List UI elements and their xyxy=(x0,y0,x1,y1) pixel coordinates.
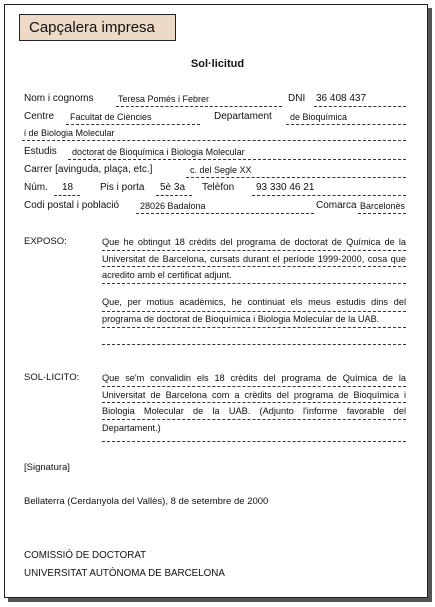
county-line xyxy=(358,213,406,214)
floor-value: 5è 3a xyxy=(160,182,186,193)
sollicito-line-3 xyxy=(102,419,406,420)
number-value: 18 xyxy=(62,182,74,193)
page-shadow-right xyxy=(428,8,432,602)
name-value: Teresa Pomés i Febrer xyxy=(118,94,210,104)
recipient-line-2: UNIVERSITAT AUTÒNOMA DE BARCELONA xyxy=(24,568,225,579)
exposo-p2-line-3 xyxy=(102,344,406,345)
department-line xyxy=(286,124,406,125)
printed-header-label: Capçalera impresa xyxy=(29,19,155,36)
exposo-p2-line-2 xyxy=(102,327,406,328)
centre-line xyxy=(66,124,200,125)
studies-line xyxy=(68,159,406,160)
page-shadow-bottom xyxy=(8,598,432,602)
department-label: Departament xyxy=(214,111,272,122)
exposo-p1-line-3 xyxy=(102,283,406,284)
number-label: Núm. xyxy=(24,182,48,193)
street-value: c. del Segle XX xyxy=(190,165,252,175)
exposo-paragraph-1: Que he obtingut 18 crèdits del programa de doctorat de Química de la Universitat de Barcelona, cursats durant el període 1999-2000, cosa que acredito amb el certificat adjunt. xyxy=(102,237,406,280)
centre-label: Centre xyxy=(24,111,55,122)
name-line xyxy=(116,106,282,107)
sollicito-label: SOL·LICITO: xyxy=(24,372,80,383)
signature-placeholder: [Signatura] xyxy=(24,462,70,473)
sollicito-paragraph: Que se'm convalidin els 18 crèdits del programa de Química de la Universitat de Barcelona com a crèdits del programa de Bioquímica i Biologia Molecular de la UAB. (Adjunto l'informe favorable del Departament.) xyxy=(102,373,406,433)
centre-value: Facultat de Ciències xyxy=(70,112,152,122)
number-line xyxy=(54,195,80,196)
dni-label: DNI xyxy=(288,93,306,104)
recipient-line-1: COMISSIÓ DE DOCTORAT xyxy=(24,550,147,561)
exposo-p2-line-1 xyxy=(102,311,406,312)
sollicito-line-1 xyxy=(102,386,406,387)
street-line xyxy=(186,177,406,178)
county-label: Comarca xyxy=(316,200,357,211)
exposo-p1-line-2 xyxy=(102,266,406,267)
dni-value: 36 408 437 xyxy=(316,93,367,104)
studies-value: doctorat de Bioquímica i Biologia Molecular xyxy=(72,147,245,157)
floor-line xyxy=(156,195,192,196)
sollicito-line-4 xyxy=(102,441,406,442)
exposo-paragraph-2: Que, per motius acadèmics, he continuat els meus estudis dins del programa de doctorat de Bioquímica i Biologia Molecular de la UAB. xyxy=(102,297,406,324)
street-label: Carrer [avinguda, plaça, etc.] xyxy=(24,164,153,175)
department-value: de Bioquímica xyxy=(290,112,348,122)
postal-value: 28026 Badalona xyxy=(140,201,206,211)
exposo-p1-line-1 xyxy=(102,250,406,251)
postal-label: Codi postal i població xyxy=(24,200,120,211)
phone-label: Telèfon xyxy=(202,182,235,193)
name-label: Nom i cognoms xyxy=(24,93,94,104)
department-value-continued: i de Biologia Molecular xyxy=(24,128,115,138)
printed-header-box xyxy=(19,14,176,41)
place-date: Bellaterra (Cerdanyola del Vallès), 8 de setembre de 2000 xyxy=(24,496,269,507)
dni-line xyxy=(314,106,406,107)
exposo-label: EXPOSO: xyxy=(24,236,67,247)
studies-label: Estudis xyxy=(24,146,57,157)
department-line-2 xyxy=(22,140,406,141)
county-value: Barcelonès xyxy=(360,201,406,211)
phone-line xyxy=(252,195,406,196)
floor-label: Pis i porta xyxy=(100,182,145,193)
sollicito-line-2 xyxy=(102,402,406,403)
phone-value: 93 330 46 21 xyxy=(256,182,315,193)
postal-line xyxy=(136,213,314,214)
document-title: Sol·licitud xyxy=(190,58,245,70)
